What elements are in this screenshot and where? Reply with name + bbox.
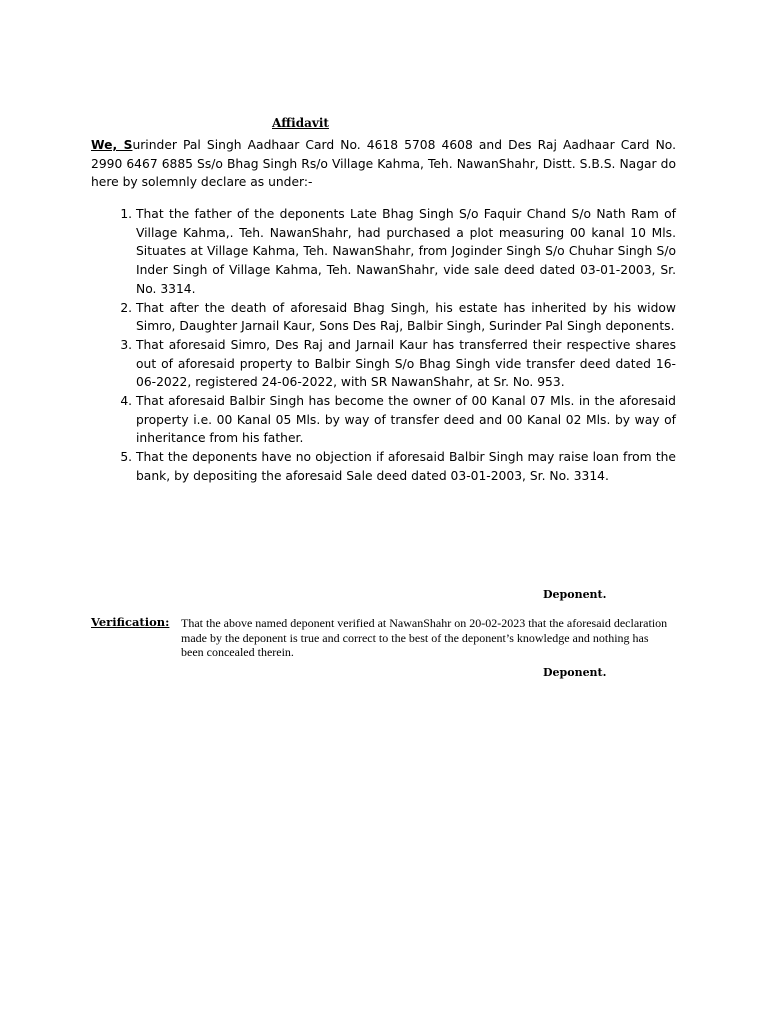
deponent-signature-label: Deponent.: [543, 588, 607, 601]
intro-lead: We, S: [91, 138, 133, 152]
intro-paragraph: [91, 136, 676, 192]
verification-label: Verification:: [91, 615, 170, 629]
declaration-item: 2. That after the death of aforesaid Bhag Singh, his estate has inherited by his widow Simro, Daughter Jarnail Kaur, Sons Des Raj, Balbir Singh, Surinder Pal Singh deponents.: [136, 299, 676, 336]
declaration-item: 1. That the father of the deponents Late Bhag Singh S/o Faquir Chand S/o Nath Ram of Village Kahma,. Teh. NawanShahr, had purchased a plot measuring 00 kanal 10 Mls. Situates at Village Kahma, Teh. NawanShahr, from Joginder Singh S/o Chuhar Singh S/o Inder Singh of Village Kahma, Teh. NawanShahr, vide sale deed dated 03-01-2003, Sr. No. 3314.: [136, 205, 676, 299]
declaration-list: [91, 205, 676, 486]
affidavit-title: Affidavit: [272, 116, 329, 130]
declaration-item: 5. That the deponents have no objection if aforesaid Balbir Singh may raise loan from the bank, by depositing the aforesaid Sale deed dated 03-01-2003, Sr. No. 3314.: [136, 448, 676, 485]
declaration-item: 3. That aforesaid Simro, Des Raj and Jarnail Kaur has transferred their respective shares out of aforesaid property to Balbir Singh S/o Bhag Singh vide transfer deed dated 16-06-2022, registered 24-06-2022, with SR NawanShahr, at Sr. No. 953.: [136, 336, 676, 392]
declaration-item: 4. That aforesaid Balbir Singh has become the owner of 00 Kanal 07 Mls. in the aforesaid property i.e. 00 Kanal 05 Mls. by way of transfer deed and 00 Kanal 02 Mls. by way of inheritance from his father.: [136, 392, 676, 448]
deponent-signature-label-verification: Deponent.: [543, 666, 607, 679]
intro-text: urinder Pal Singh Aadhaar Card No. 4618 5708 4608 and Des Raj Aadhaar Card No. 2990 6467 6885 Ss/o Bhag Singh Rs/o Village Kahma, Teh. NawanShahr, Distt. S.B.S. Nagar do here by solemnly declare as under:-: [91, 138, 676, 190]
verification-text: That the above named deponent verified at NawanShahr on 20-02-2023 that the aforesaid declaration made by the deponent is true and correct to the best of the deponent’s knowledge and nothing has been concealed therein.: [181, 616, 668, 660]
